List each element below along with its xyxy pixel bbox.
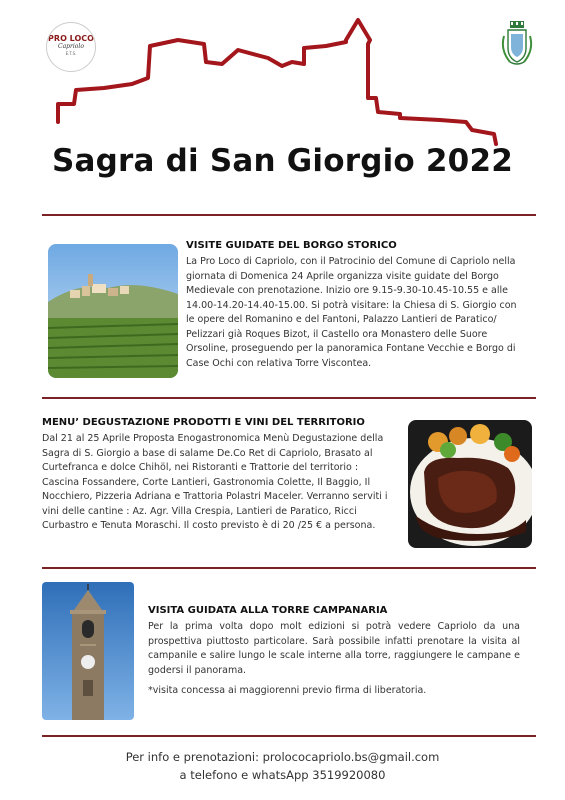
section-body-torre: Per la prima volta dopo molt edizioni si potrà vedere Capriolo da una prospettiva piuttosto particolare. Sarà possibile infatti prenotare la visita al campanile e salire lungo le scale interne alla torre, raggiungere le campane e godersi il panorama. xyxy=(148,621,520,676)
divider xyxy=(42,214,536,216)
castle-skyline-icon xyxy=(0,0,565,150)
page-title: Sagra di San Giorgio 2022 xyxy=(52,143,513,179)
logo-line3: E.T.S. xyxy=(65,51,77,56)
tower-photo xyxy=(42,582,134,720)
logo-line1: PRO LOCO xyxy=(48,34,94,43)
section-note-torre: *visita concessa ai maggiorenni previo firma di liberatoria. xyxy=(148,685,427,696)
divider xyxy=(42,397,536,399)
food-photo xyxy=(408,420,532,548)
section-title-torre: VISITA GUIDATA ALLA TORRE CAMPANARIA xyxy=(148,605,388,616)
section-body-borgo: La Pro Loco di Capriolo, con il Patrocinio del Comune di Capriolo nella giornata di Domenica 24 Aprile organizza visite guidate del Borgo Medievale con prenotazione. Inizio ore 9.15-9.30-10.45-10.55 e alle 14.00-14.20-14.40-15.00. Si potrà visitare: la Chiesa di S. Giorgio con le opere del Romanino e del Fantoni, Palazzo Lantieri de Paratico/ Pelizzari già Roques Bizot, il Castello ora Monastero delle Suore Orsoline, proseguendo per la panoramica Fontane Vecchie e Borgo di Case Ochi con relativa Torre Viscontea. xyxy=(186,256,517,369)
divider xyxy=(42,567,536,569)
footer-contact-phone: a telefono e whatsApp 3519920080 xyxy=(179,768,386,782)
section-body-menu: Dal 21 al 25 Aprile Proposta Enogastronomica Menù Degustazione della Sagra di S. Giorgio a base di salame De.Co Ret di Capriolo, Brasato al Curtefranca e dolce Chihöl, nei Ristoranti e Trattorie del territorio : Cascina Fossandere, Corte Lantieri, Gastronomia Colette, Il Baggio, Il Nocchiero, Pizzeria Adriana e Trattoria Polastri Maceler. Verranno serviti i vini delle cantine : Az. Agr. Villa Crespia, Lantieri de Paratico, Ricci Curbastro e Tenuta Moraschi. Il costo previsto è di 20 /25 € a persona. xyxy=(42,433,388,531)
section-title-borgo: VISITE GUIDATE DEL BORGO STORICO xyxy=(186,240,397,251)
logo-line2: Capriolo xyxy=(58,43,84,50)
footer-contact-email: Per info e prenotazioni: prolococapriolo.bs@gmail.com xyxy=(125,750,440,764)
divider xyxy=(42,735,536,737)
section-title-menu: MENU’ DEGUSTAZIONE PRODOTTI E VINI DEL TERRITORIO xyxy=(42,417,365,428)
village-photo xyxy=(48,244,178,378)
